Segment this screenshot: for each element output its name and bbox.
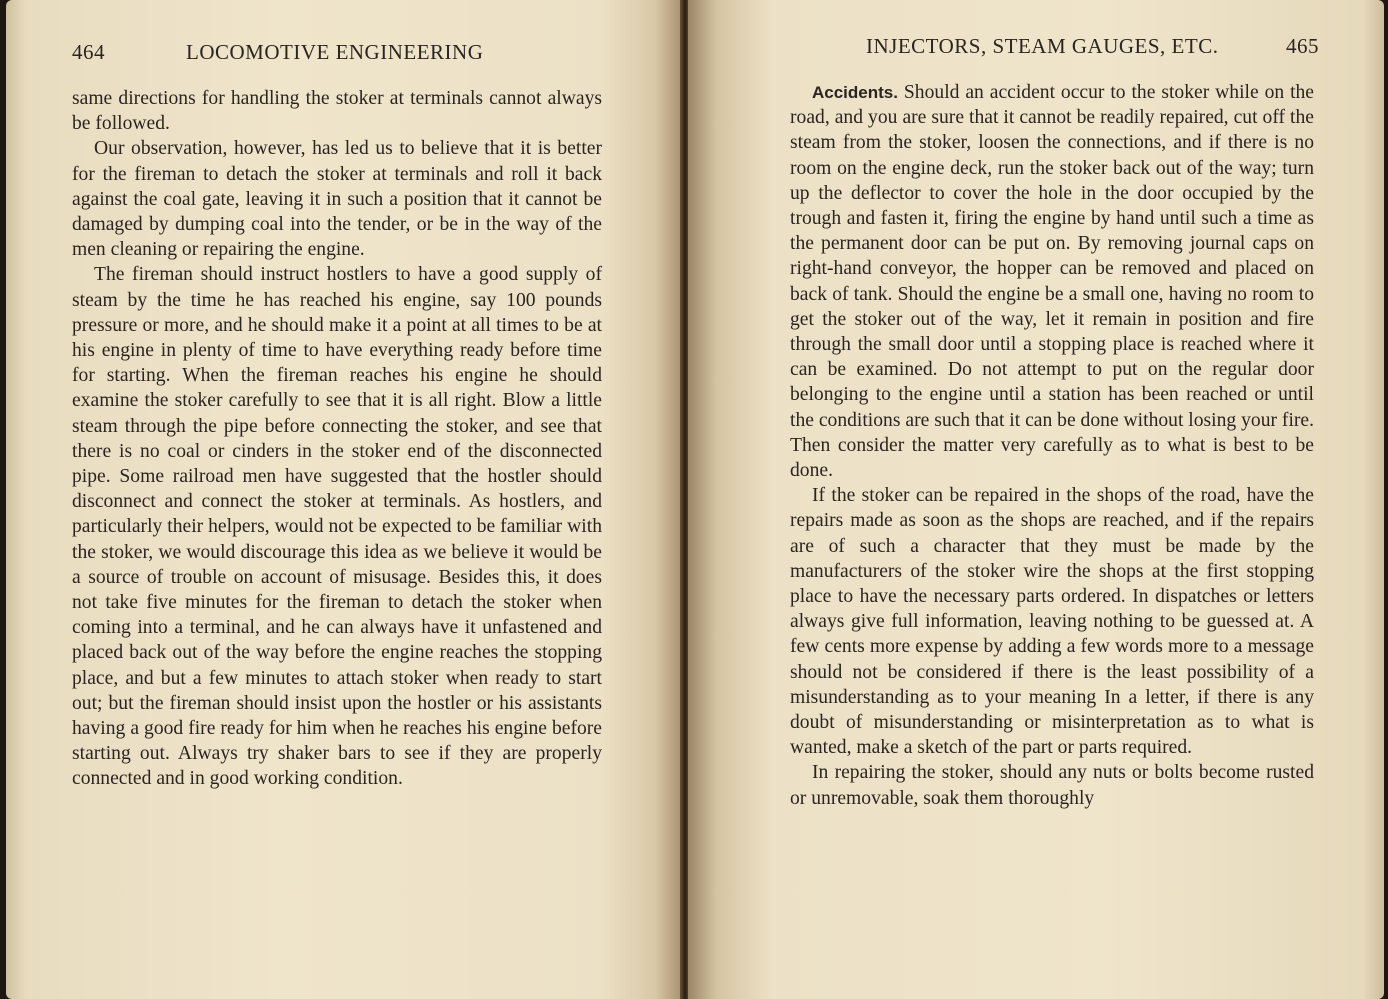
right-page-body — [790, 80, 1314, 811]
right-paragraph-3: In repairing the stoker, should any nuts or bolts become rusted or unremovable, soak them thoroughly — [790, 762, 1314, 809]
right-paragraph-1 — [790, 80, 1314, 483]
accidents-text: Should an accident occur to the stoker while on the road, and you are sure that it cannot be readily repaired, cut off the steam from the stoker, loosen the connections, and if there is no room on the engine deck, run the stoker back out of the way; turn up the deflector to cover the hole in the door occupied by the trough and fasten it, firing the engine by hand until such a time as the permanent door can be put on. By removing journal caps on right-hand conveyor, the hopper can be removed and placed on back of tank. Should the engine be a small one, having no room to get the stoker out of the way, let it remain in position and fire through the small door until a stopping place is reached where it can be examined. Do not attempt to put on the regular door belonging to the engine until a station has been reached or until the conditions are such that it can be done without losing your fire. Then consider the matter very carefully as to what is best to be done. — [790, 82, 1315, 482]
left-page-number: 464 — [72, 40, 105, 64]
left-page-body — [72, 86, 602, 792]
left-page — [6, 0, 682, 999]
accidents-heading: Accidents. — [812, 83, 898, 102]
left-paragraph-3: The fireman should instruct hostlers to have a good supply of steam by the time he has reached his engine, say 100 pounds pressure or more, and he should make it a point at all times to be at his engine in plenty of time to have everything ready before time for starting. When the fireman reaches his engine he should examine the stoker carefully to see that it is all right. Blow a little steam through the pipe before connecting the stoker, and see that there is no coal or cinders in the stoker end of the disconnected pipe. Some railroad men have suggested that the hostler should disconnect and connect the stoker at terminals. As hostlers, and particularly their helpers, would not be expected to be familiar with the stoker, we would discourage this idea as we believe it would be a source of trouble on account of misusage. Besides this, it does not take five minutes for the fireman to detach the stoker when coming into a terminal, and he can always have it unfastened and placed back out of the way before the engine reaches the stopping place, and but a few minutes to attach stoker when ready to start out; but the fireman should insist upon the hostler or his assistants having a good fire ready for him when he reaches his engine before starting out. Always try shaker bars to see if they are properly connected and in good working condition. — [72, 264, 602, 790]
right-page-number: 465 — [1286, 34, 1319, 58]
right-paragraph-2: If the stoker can be repaired in the shops of the road, have the repairs made as soon as the shops are reached, and if the repairs are of such a character that they must be made by the manufacturers of the stoker wire the shops at the first stopping place to have the necessary parts ordered. In dispatches or letters always give full information, leaving nothing to be guessed at. A few cents more expense by adding a few words more to a message should not be considered if there is the least possibility of a misunderstanding as to your meaning In a letter, if there is any doubt of misunderstanding or misinterpretation as to what is wanted, make a sketch of the part or parts required. — [790, 485, 1314, 759]
right-running-title: INJECTORS, STEAM GAUGES, ETC. — [866, 34, 1219, 58]
left-paragraph-1: same directions for handling the stoker at terminals cannot always be followed. — [72, 88, 602, 135]
left-running-title: LOCOMOTIVE ENGINEERING — [186, 40, 484, 64]
right-page — [688, 0, 1384, 999]
left-paragraph-2: Our observation, however, has led us to believe that it is better for the fireman to detach the stoker at terminals and roll it back against the coal gate, leaving it in such a position that it cannot be damaged by dumping coal into the tender, or be in the way of the men cleaning or repairing the engine. — [72, 138, 602, 261]
